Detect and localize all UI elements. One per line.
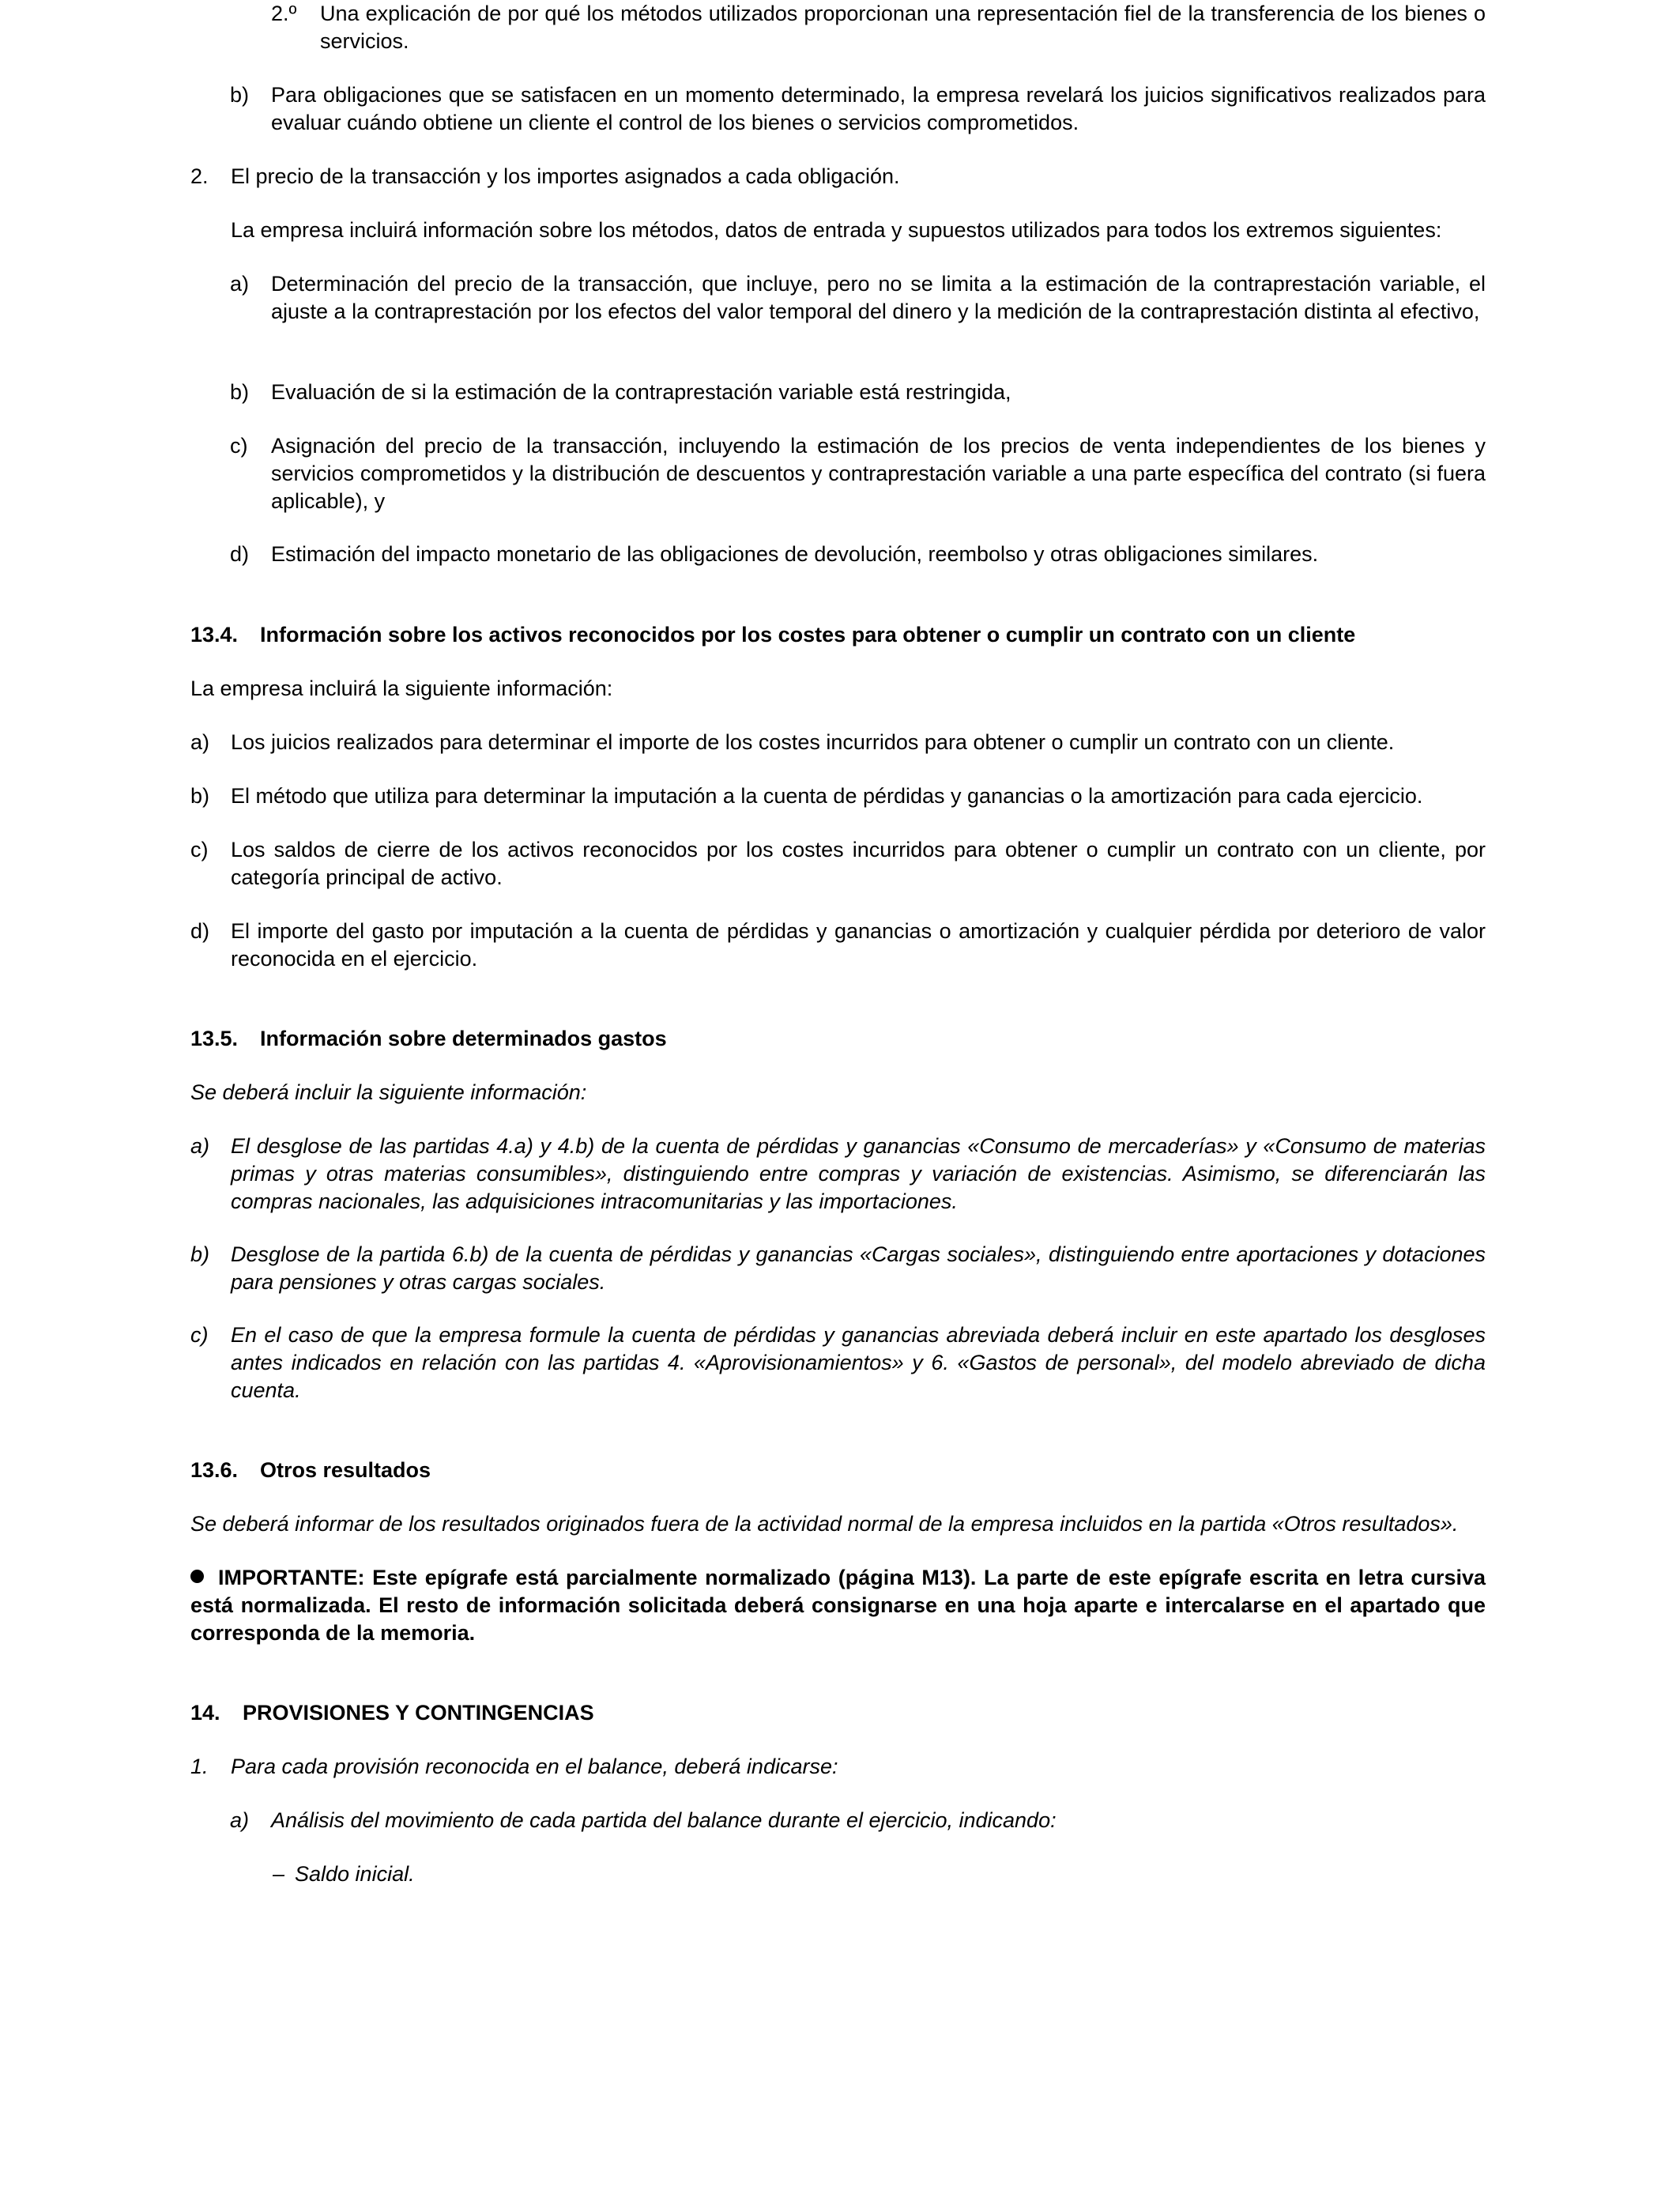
list-item-text: El método que utiliza para determinar la imputación a la cuenta de pérdidas y ganancias o la amortización para cada ejercicio.	[231, 784, 1423, 808]
list-label: a)	[190, 1134, 210, 1158]
section-title: Información sobre determinados gastos	[260, 1027, 667, 1050]
important-note	[190, 1564, 1486, 1647]
list-label: 1.	[190, 1755, 209, 1778]
list-item-text: Para obligaciones que se satisfacen en un momento determinado, la empresa revelará los juicios significativos realizados para evaluar cuándo obtiene un cliente el control de los bienes o servicios comprometidos.	[271, 83, 1486, 134]
list-item-text: Una explicación de por qué los métodos utilizados proporcionan una representación fiel de la transferencia de los bienes o servicios.	[320, 2, 1486, 53]
section-number: 14.	[190, 1701, 220, 1725]
paragraph: Se deberá incluir la siguiente información:	[190, 1080, 587, 1104]
section-title: PROVISIONES Y CONTINGENCIAS	[243, 1701, 594, 1725]
list-item-text: Estimación del impacto monetario de las obligaciones de devolución, reembolso y otras obligaciones similares.	[271, 542, 1319, 566]
list-label: c)	[230, 434, 248, 458]
list-item-text: Desglose de la partida 6.b) de la cuenta de pérdidas y ganancias «Cargas sociales», distinguiendo entre aportaciones y dotaciones para pensiones y otras cargas sociales.	[231, 1242, 1486, 1294]
section-number: 13.6.	[190, 1458, 239, 1482]
list-item-text: El importe del gasto por imputación a la cuenta de pérdidas y ganancias o amortización y cualquier pérdida por deterioro de valor reconocida en el ejercicio.	[231, 919, 1486, 971]
paragraph: La empresa incluirá la siguiente información:	[190, 677, 613, 700]
dash-marker: –	[273, 1862, 285, 1886]
list-label: 2.	[190, 164, 209, 188]
list-item-text: En el caso de que la empresa formule la cuenta de pérdidas y ganancias abreviada deberá incluir en este apartado los desgloses antes indicados en relación con las partidas 4. «Aprovisionamientos» y 6. «Gastos de personal», del modelo abreviado de dicha cuenta.	[231, 1323, 1486, 1402]
section-number: 13.5.	[190, 1027, 239, 1050]
section-number: 13.4.	[190, 623, 239, 647]
list-label: b)	[190, 784, 210, 808]
list-item-text: El desglose de las partidas 4.a) y 4.b) de la cuenta de pérdidas y ganancias «Consumo de mercaderías» y «Consumo de materias primas y otras materias consumibles», distinguiendo entre compras y variación de existencias. Asimismo, se diferenciarán las compras nacionales, las adquisiciones intracomunitarias y las importaciones.	[231, 1134, 1486, 1213]
list-label: d)	[190, 919, 210, 943]
list-label: c)	[190, 1323, 209, 1347]
list-label: 2.º	[271, 2, 297, 25]
list-label: a)	[230, 1808, 250, 1832]
list-label: b)	[230, 380, 250, 404]
paragraph: Se deberá informar de los resultados originados fuera de la actividad normal de la empresa incluidos en la partida «Otros resultados».	[190, 1512, 1459, 1536]
list-item-text: Los saldos de cierre de los activos reconocidos por los costes incurridos para obtener o cumplir un contrato con un cliente, por categoría principal de activo.	[231, 838, 1486, 889]
list-label: b)	[230, 83, 250, 107]
section-title: Otros resultados	[260, 1458, 431, 1482]
list-item-text: Saldo inicial.	[295, 1862, 415, 1886]
list-item-text: El precio de la transacción y los importes asignados a cada obligación.	[231, 164, 900, 188]
list-label: a)	[190, 730, 210, 754]
list-item-text: Los juicios realizados para determinar el importe de los costes incurridos para obtener o cumplir un contrato con un cliente.	[231, 730, 1395, 754]
list-item-text: Asignación del precio de la transacción, incluyendo la estimación de los precios de venta independientes de los bienes y servicios comprometidos y la distribución de descuentos y contraprestación variable a una parte específica del contrato (si fuera aplicable), y	[271, 434, 1486, 513]
list-label: c)	[190, 838, 209, 861]
list-label: d)	[230, 542, 250, 566]
list-item-text: Análisis del movimiento de cada partida del balance durante el ejercicio, indicando:	[271, 1808, 1057, 1832]
list-label: b)	[190, 1242, 210, 1266]
bullet-icon	[190, 1570, 204, 1583]
important-text: IMPORTANTE: Este epígrafe está parcialmente normalizado (página M13). La parte de este epígrafe escrita en letra cursiva está normalizada. El resto de información solicitada deberá consignarse en una hoja aparte e intercalarse en el apartado que corresponda de la memoria.	[190, 1566, 1486, 1645]
section-title: Información sobre los activos reconocidos por los costes para obtener o cumplir un contrato con un cliente	[260, 623, 1356, 647]
list-item-text: Determinación del precio de la transacción, que incluye, pero no se limita a la estimación de la contraprestación variable, el ajuste a la contraprestación por los efectos del valor temporal del dinero y la medición de la contraprestación distinta al efectivo,	[271, 272, 1486, 323]
list-item-text: Para cada provisión reconocida en el balance, deberá indicarse:	[231, 1755, 838, 1778]
paragraph: La empresa incluirá información sobre los métodos, datos de entrada y supuestos utilizados para todos los extremos siguientes:	[231, 218, 1442, 242]
list-label: a)	[230, 272, 250, 296]
list-item-text: Evaluación de si la estimación de la contraprestación variable está restringida,	[271, 380, 1011, 404]
